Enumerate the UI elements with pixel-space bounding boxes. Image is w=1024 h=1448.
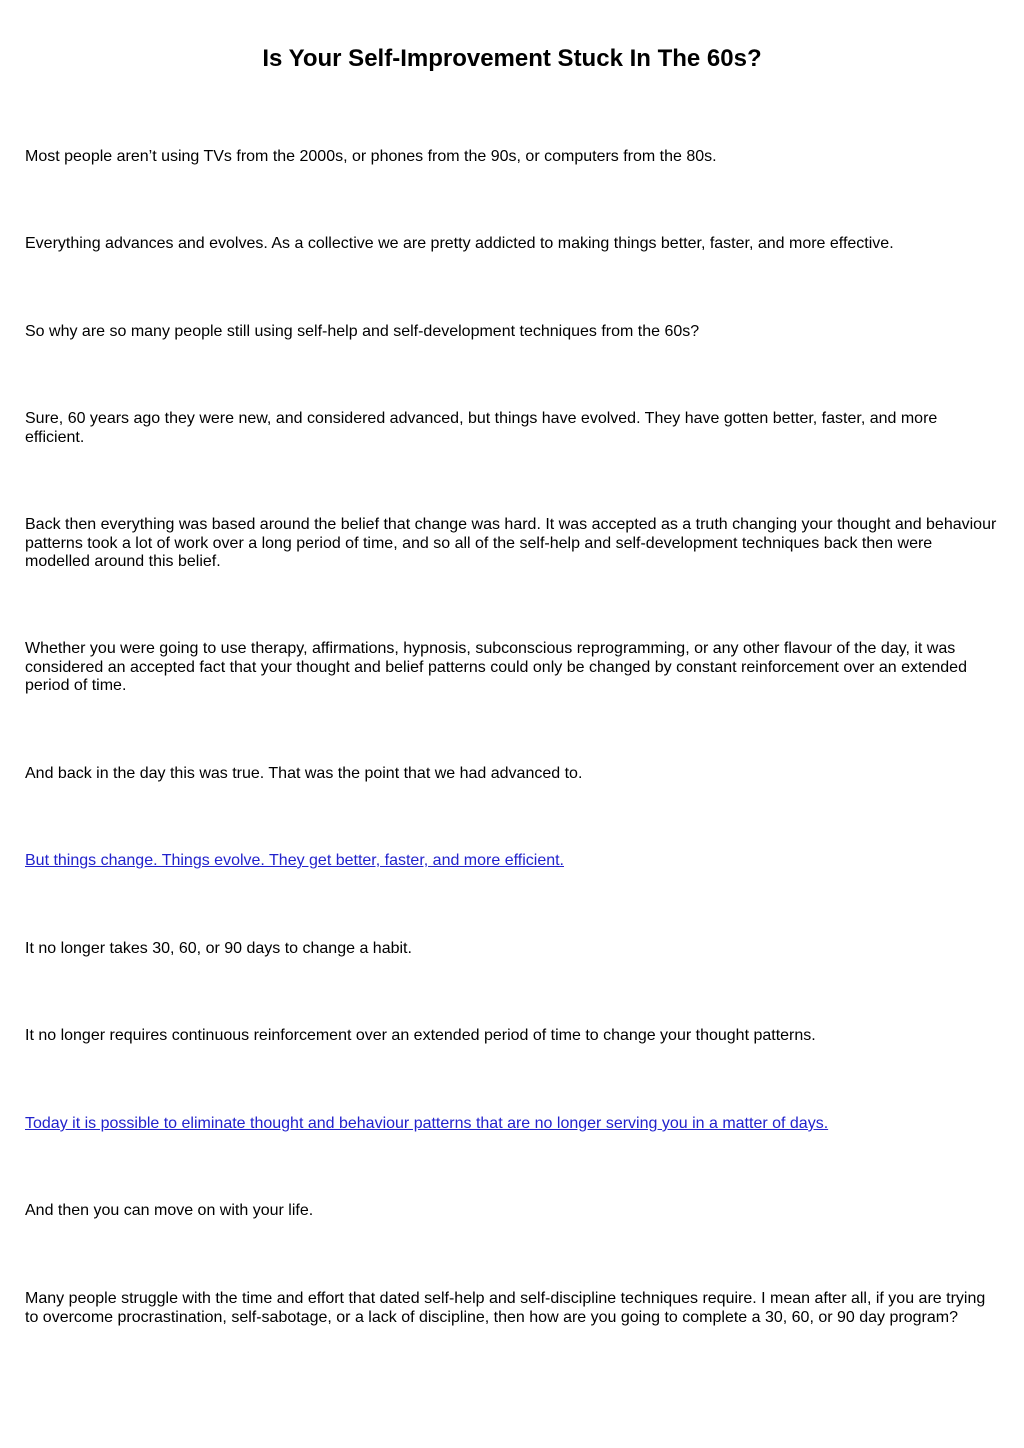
paragraph-11 [25,1115,1000,1134]
link-eliminate-patterns[interactable]: Today it is possible to eliminate thought and behaviour patterns that are no longer serving you in a matter of days. [25,1115,829,1132]
paragraph-5: Back then everything was based around the belief that change was hard. It was accepted as a truth changing your thought and behaviour patterns took a lot of work over a long period of time, and so all of the self-help and self-development techniques back then were modelled around this belief. [25,516,997,571]
paragraph-7: And back in the day this was true. That was the point that we had advanced to. [25,765,583,782]
paragraph-13: Many people struggle with the time and effort that dated self-help and self-discipline techniques require. I mean after all, if you are trying to overcome procrastination, self-sabotage, or a lack of discipline, then how are you going to complete a 30, 60, or 90 day program? [25,1290,986,1326]
paragraph-6: Whether you were going to use therapy, affirmations, hypnosis, subconscious reprogramming, or any other flavour of the day, it was considered an accepted fact that your thought and belief patterns could only be changed by constant reinforcement over an extended period of time. [25,640,967,695]
paragraph-2: Everything advances and evolves. As a collective we are pretty addicted to making things better, faster, and more effective. [25,235,894,252]
paragraph-10: It no longer requires continuous reinforcement over an extended period of time to change your thought patterns. [25,1027,816,1044]
paragraph-4: Sure, 60 years ago they were new, and considered advanced, but things have evolved. They have gotten better, faster, and more efficient. [25,410,938,446]
paragraph-1: Most people aren’t using TVs from the 2000s, or phones from the 90s, or computers from the 80s. [25,148,717,165]
paragraph-8 [25,852,1000,871]
paragraph-12: And then you can move on with your life. [25,1202,314,1219]
page-title: Is Your Self-Improvement Stuck In The 60s? [262,45,762,72]
paragraph-9: It no longer takes 30, 60, or 90 days to change a habit. [25,940,412,957]
link-things-change[interactable]: But things change. Things evolve. They get better, faster, and more efficient. [25,852,564,869]
paragraph-3: So why are so many people still using self-help and self-development techniques from the 60s? [25,323,700,340]
